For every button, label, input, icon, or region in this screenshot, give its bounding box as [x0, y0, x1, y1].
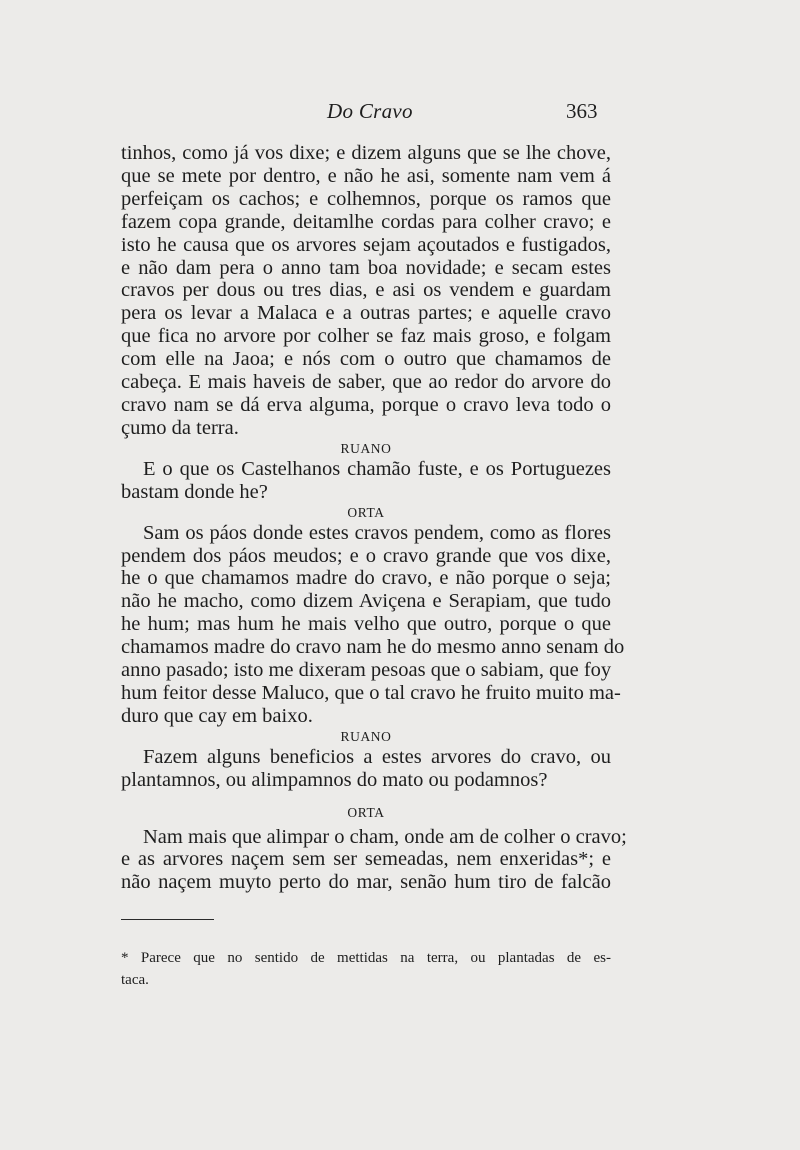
paragraph-5 [121, 825, 627, 849]
footnote-rule [121, 919, 214, 920]
text-line: não naçem muyto perto do mar, senão hum tiro de falcão [121, 871, 611, 894]
text-line: hum feitor desse Maluco, que o tal cravo he fruito muito ma- [121, 681, 621, 704]
text-line: duro que cay em baixo. [121, 704, 313, 727]
paragraph-4-cont [121, 769, 611, 792]
text-line: E o que os Castelhanos chamão fuste, e os Portuguezes [143, 457, 611, 480]
text-line: e não dam pera o anno tam boa novidade; e secam estes [121, 256, 611, 279]
text-line: não he macho, como dizem Aviçena e Serapiam, que tudo [121, 590, 611, 613]
footnote-line: * Parece que no sentido de mettidas na terra, ou plantadas de es- [121, 950, 611, 966]
text-line: com elle na Jaoa; e nós com o outro que chamamos de [121, 348, 611, 371]
text-line: cravos per dous ou tres dias, e asi os vendem e guardam [121, 279, 611, 302]
speaker-label: ORTA [347, 804, 385, 820]
paragraph-3-cont [121, 544, 625, 728]
text-line: isto he causa que os arvores sejam açoutados e fustigados, [121, 233, 611, 256]
body-text [121, 142, 627, 894]
text-line: plantamnos, ou alimpamnos do mato ou podamnos? [121, 768, 548, 791]
text-line: çumo da terra. [121, 416, 239, 439]
text-line: bastam donde he? [121, 480, 268, 503]
text-line: anno pasado; isto me dixeram pesoas que o sabiam, que foy [121, 659, 612, 682]
footnote-line: taca. [121, 972, 149, 988]
text-line: fazem copa grande, deitamlhe cordas para colher cravo; e [121, 210, 611, 233]
text-line: e as arvores naçem sem ser semeadas, nem enxeridas*; e [121, 848, 611, 871]
paragraph-2 [121, 458, 611, 481]
paragraph-3 [121, 522, 611, 545]
speaker-label: RUANO [340, 440, 392, 456]
text-line: Nam mais que alimpar o cham, onde am de colher o cravo; [143, 825, 627, 848]
page-number: 363 [566, 99, 598, 123]
text-line: perfeiçam os cachos; e colhemnos, porque os ramos que [121, 187, 611, 210]
footnote [121, 947, 611, 991]
paragraph-4 [121, 746, 611, 769]
speaker-label: RUANO [340, 728, 392, 744]
text-line: que se mete por dentro, e não he asi, somente nam vem á [121, 164, 611, 187]
text-line: pera os levar a Malaca e a outras partes; e aquelle cravo [121, 302, 611, 325]
paragraph-1 [121, 142, 611, 440]
text-line: cabeça. E mais haveis de saber, que ao redor do arvore do [121, 371, 611, 394]
paragraph-2-cont [121, 481, 611, 504]
text-line: Fazem alguns beneficios a estes arvores do cravo, ou [143, 745, 611, 768]
text-line: tinhos, como já vos dixe; e dizem alguns que se lhe chove, [121, 142, 611, 164]
text-line: que fica no arvore por colher se faz mais groso, e folgam [121, 325, 611, 348]
text-line: he hum; mas hum he mais velho que outro, porque o que [121, 613, 611, 636]
text-line: he o que chamamos madre do cravo, e não porque o seja; [121, 567, 611, 590]
text-line: cravo nam se dá erva alguma, porque o cravo leva todo o [121, 393, 611, 416]
text-line: pendem dos páos meudos; e o cravo grande que vos dixe, [121, 544, 611, 567]
text-line: chamamos madre do cravo nam he do mesmo anno senam do [121, 636, 625, 659]
paragraph-5-cont [121, 848, 611, 894]
speaker-label: ORTA [347, 504, 385, 520]
running-title: Do Cravo [327, 99, 413, 123]
text-line: Sam os páos donde estes cravos pendem, como as flores [143, 521, 611, 544]
